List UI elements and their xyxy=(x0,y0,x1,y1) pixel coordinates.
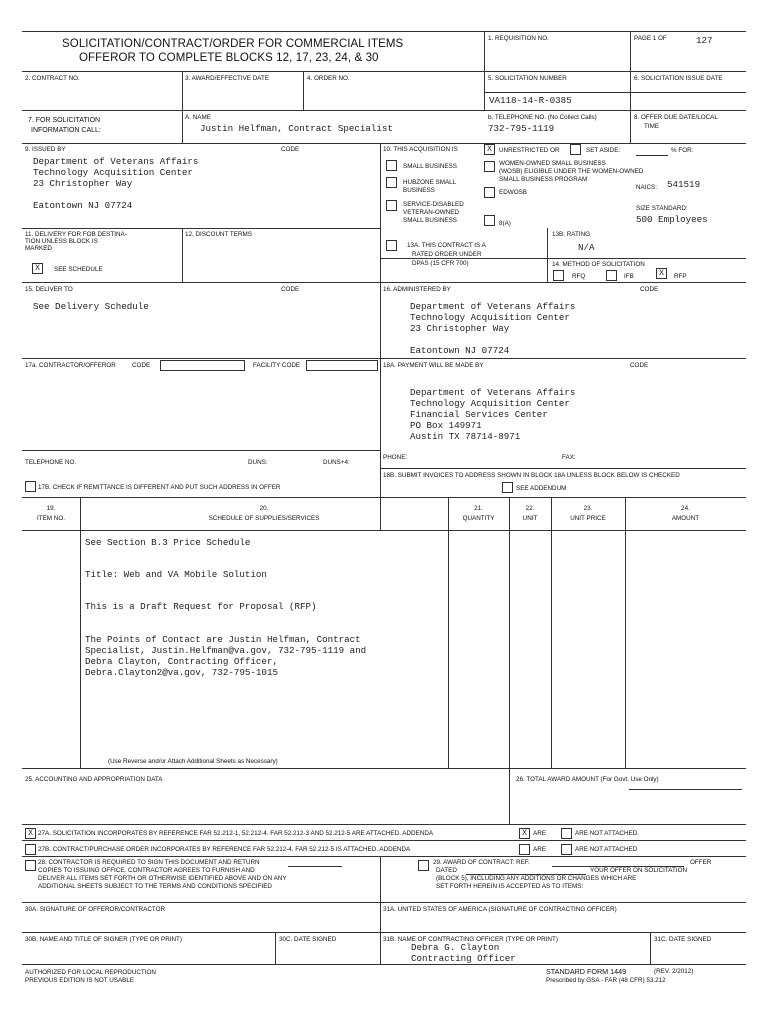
col-amount: AMOUNT xyxy=(671,515,700,522)
col-unit: 22. xyxy=(525,505,535,512)
col-quantity: 21. xyxy=(474,505,483,512)
offer-due-label-1: 8. OFFER DUE DATE/LOCAL xyxy=(634,114,718,121)
27a-are-not-label: ARE NOT ATTACHED. xyxy=(575,830,640,837)
total-award-label: 26. TOTAL AWARD AMOUNT (For Govt. Use Only) xyxy=(516,776,659,783)
page-label: PAGE 1 OF xyxy=(634,35,667,42)
accounting-label: 25. ACCOUNTING AND APPROPRIATION DATA xyxy=(25,776,163,783)
rfq-label: RFQ xyxy=(572,273,586,280)
29-dated-label: DATED xyxy=(436,867,457,874)
schedule-line: Specialist, Justin.Helfman@va.gov, 732-795-1119 and xyxy=(85,645,367,656)
small-business-checkbox[interactable] xyxy=(386,160,397,171)
co-date-signed-label: 31C. DATE SIGNED xyxy=(654,936,712,943)
27b-checkbox[interactable] xyxy=(25,844,36,855)
fob-label: 11. DELIVERY FOR FOB DESTINA- xyxy=(25,231,127,238)
rating-label: 13B. RATING xyxy=(552,231,591,238)
telephone-label: TELEPHONE NO. xyxy=(25,459,77,466)
co-name: Debra G. Clayton xyxy=(411,942,500,953)
29-offer-label: OFFER xyxy=(690,859,712,866)
29-checkbox[interactable] xyxy=(418,860,429,871)
co-signature-label: 31A. UNITED STATES OF AMERICA (SIGNATURE OF CONTRACTING OFFICER) xyxy=(383,906,617,913)
28-label: DELIVER ALL ITEMS SET FORTH OR OTHERWISE IDENTIFIED ABOVE AND ON ANY xyxy=(38,875,287,882)
rated-order-label: 13A. THIS CONTRACT IS A xyxy=(407,242,486,249)
payment-code-label: CODE xyxy=(630,362,649,369)
duns-label: DUNS: xyxy=(248,459,268,466)
footer-previous-edition: PREVIOUS EDITION IS NOT USABLE xyxy=(25,977,135,984)
phone-label-18: PHONE: xyxy=(383,454,408,461)
rating-value: N/A xyxy=(578,242,595,253)
sdvosb-label: SMALL BUSINESS xyxy=(403,217,458,224)
contact-name: Justin Helfman, Contract Specialist xyxy=(200,123,393,134)
page-total: 127 xyxy=(696,35,713,46)
col-item-no: 19. xyxy=(46,505,56,512)
see-schedule-label: SEE SCHEDULE xyxy=(54,266,103,273)
pct-for-label: % FOR: xyxy=(671,147,694,154)
issuer-line: 23 Christopher Way xyxy=(33,178,133,189)
name-label: A. NAME xyxy=(185,114,211,121)
hubzone-label: HUBZONE SMALL xyxy=(403,179,457,186)
admin-line: 23 Christopher Way xyxy=(410,323,510,334)
27b-are-checkbox[interactable] xyxy=(519,844,530,855)
solicitation-number: VA118-14-R-0385 xyxy=(489,95,572,106)
wosb-label: SMALL BUSINESS PROGRAM xyxy=(499,176,588,183)
29-label: SET FORTH HEREIN IS ACCEPTED AS TO ITEMS: xyxy=(436,883,584,890)
administered-by-label: 16. ADMINISTERED BY xyxy=(383,286,451,293)
small-business-label: SMALL BUSINESS xyxy=(403,163,458,170)
deliver-to-value: See Delivery Schedule xyxy=(33,301,149,312)
payment-by-label: 18A. PAYMENT WILL BE MADE BY xyxy=(383,362,484,369)
issued-by-label: 9. ISSUED BY xyxy=(25,146,66,153)
payment-line: Financial Services Center xyxy=(410,409,548,420)
see-addendum-label: SEE ADDENDUM xyxy=(516,485,567,492)
footer-form-rev: (REV. 2/2012) xyxy=(654,968,694,975)
rfp-label: RFP xyxy=(674,273,687,280)
27a-label: 27A. SOLICITATION INCORPORATES BY REFERENCE FAR 52.212-1, 52.212-4. FAR 52.212-3 AND 52.212-5 ARE ATTACHED. ADDENDA xyxy=(38,830,434,837)
payment-line: Department of Veterans Affairs xyxy=(410,387,576,398)
27b-label: 27B. CONTRACT/PURCHASE ORDER INCORPORATES BY REFERENCE FAR 52.212-4. FAR 52.212-5 IS ATTACHED. ADDENDA xyxy=(38,846,411,853)
schedule-line: The Points of Contact are Justin Helfman, Contract xyxy=(85,634,361,645)
discount-terms-label: 12. DISCOUNT TERMS xyxy=(185,231,252,238)
edwosb-checkbox[interactable] xyxy=(484,187,495,198)
col-amount: 24. xyxy=(681,505,690,512)
wosb-label: (WOSB) ELIGIBLE UNDER THE WOMEN-OWNED xyxy=(499,168,644,175)
footer-authorized: AUTHORIZED FOR LOCAL REPRODUCTION xyxy=(25,969,156,976)
col-quantity: QUANTITY xyxy=(462,515,495,522)
set-aside-pct-line xyxy=(636,155,668,156)
form-title-line-1: SOLICITATION/CONTRACT/ORDER FOR COMMERCIAL ITEMS xyxy=(62,38,404,50)
contract-no-label: 2. CONTRACT NO. xyxy=(25,75,80,82)
deliver-to-code-label: CODE xyxy=(281,286,300,293)
sdvosb-checkbox[interactable] xyxy=(386,200,397,211)
fob-label: MARKED xyxy=(25,245,52,252)
sdvosb-label: VETERAN-OWNED xyxy=(403,209,459,216)
col-unit-price: UNIT PRICE xyxy=(570,515,606,522)
rated-order-label: RATED ORDER UNDER xyxy=(412,251,482,258)
order-no-label: 4. ORDER NO. xyxy=(307,75,350,82)
28-label: 28. CONTRACTOR IS REQUIRED TO SIGN THIS DOCUMENT AND RETURN xyxy=(38,859,260,866)
28-label: ADDITIONAL SHEETS SUBJECT TO THE TERMS AND CONDITIONS SPECIFIED xyxy=(38,883,272,890)
size-standard-label: SIZE STANDARD: xyxy=(636,205,688,212)
rated-order-checkbox[interactable] xyxy=(386,240,397,251)
payment-line: Austin TX 78714-8971 xyxy=(410,431,521,442)
method-label: 14. METHOD OF SOLICITATION xyxy=(552,261,645,268)
info-call-label-2: INFORMATION CALL: xyxy=(31,127,101,134)
remittance-label: 17B. CHECK IF REMITTANCE IS DIFFERENT AND PUT SUCH ADDRESS IN OFFER xyxy=(38,484,281,491)
27a-are-label: ARE xyxy=(533,830,546,837)
footer-prescribed: Prescribed by GSA - FAR (48 CFR) 53.212 xyxy=(546,977,666,984)
contractor-code-field[interactable] xyxy=(160,360,245,371)
29-solicitation-label: YOUR OFFER ON SOLICITATION xyxy=(590,867,688,874)
hubzone-label: BUSINESS xyxy=(403,187,435,194)
fax-label: FAX: xyxy=(562,454,576,461)
duns4-label: DUNS+4: xyxy=(323,459,350,466)
rfq-checkbox[interactable] xyxy=(553,270,564,281)
wosb-label: WOMEN-OWNED SMALL BUSINESS xyxy=(499,160,606,167)
info-call-label-1: 7. FOR SOLICITATION xyxy=(28,117,101,124)
ifb-label: IFB xyxy=(624,273,634,280)
footer-form-name: STANDARD FORM 1449 xyxy=(546,967,627,976)
unrestricted-checkbox[interactable]: X xyxy=(484,144,495,155)
wosb-checkbox[interactable] xyxy=(484,161,495,172)
contractor-label: 17a. CONTRACTOR/OFFEROR xyxy=(25,362,116,369)
admin-city: Eatontown NJ 07724 xyxy=(410,345,510,356)
set-aside-checkbox[interactable] xyxy=(570,144,581,155)
schedule-line: Debra Clayton, Contracting Officer, xyxy=(85,656,278,667)
set-aside-label: SET ASIDE: xyxy=(586,147,621,154)
unrestricted-label: UNRESTRICTED OR xyxy=(499,147,560,154)
total-award-line xyxy=(629,789,742,790)
rated-order-label: DPAS (15 CFR 700) xyxy=(412,260,469,267)
schedule-line: This is a Draft Request for Proposal (RFP) xyxy=(85,601,317,612)
form-title-line-2: OFFEROR TO COMPLETE BLOCKS 12, 17, 23, 24, & 30 xyxy=(79,52,379,64)
28-checkbox[interactable] xyxy=(25,860,36,871)
co-title: Contracting Officer xyxy=(411,953,516,964)
facility-code-field[interactable] xyxy=(306,360,378,371)
8a-label: 8(A) xyxy=(499,220,511,227)
col-schedule: SCHEDULE OF SUPPLIES/SERVICES xyxy=(208,515,320,522)
contractor-code-label: CODE xyxy=(132,362,151,369)
solicitation-number-label: 5. SOLICITATION NUMBER xyxy=(488,75,567,82)
29-label: 29. AWARD OF CONTRACT: REF. xyxy=(433,859,530,866)
issued-by-code-label: CODE xyxy=(281,146,300,153)
deliver-to-label: 15. DELIVER TO xyxy=(25,286,73,293)
date-signed-label: 30C. DATE SIGNED xyxy=(279,936,337,943)
hubzone-checkbox[interactable] xyxy=(386,177,397,188)
29-label: (BLOCK 5), INCLUDING ANY ADDITIONS OR CHANGES WHICH ARE xyxy=(436,875,637,882)
acquisition-label: 10. THIS ACQUISITION IS xyxy=(383,146,458,153)
27a-are-checkbox[interactable]: X xyxy=(519,828,530,839)
28-label: COPIES TO ISSUING OFFICE. CONTRACTOR AGREES TO FURNISH AND xyxy=(38,867,255,874)
edwosb-label: EDWOSB xyxy=(499,189,527,196)
phone-label: b. TELEPHONE NO. (No Collect Calls) xyxy=(488,114,597,121)
award-date-label: 3. AWARD/EFFECTIVE DATE xyxy=(185,75,270,82)
issuer-line: Department of Veterans Affairs xyxy=(33,156,199,167)
27a-are-not-checkbox[interactable] xyxy=(561,828,572,839)
col-unit-price: 23. xyxy=(583,505,593,512)
col-schedule: 20. xyxy=(259,505,269,512)
payment-line: PO Box 149971 xyxy=(410,420,482,431)
ifb-checkbox[interactable] xyxy=(606,270,617,281)
issuer-line: Technology Acquisition Center xyxy=(33,167,193,178)
co-name-label: 31B. NAME OF CONTRACTING OFFICER (TYPE OR PRINT) xyxy=(383,936,558,943)
issuer-city: Eatontown NJ 07724 xyxy=(33,200,133,211)
see-schedule-checkbox[interactable]: X xyxy=(32,263,43,274)
schedule-footnote: (Use Reverse and/or Attach Additional Sheets as Necessary) xyxy=(108,758,278,765)
27a-checkbox[interactable]: X xyxy=(25,828,36,839)
offeror-signature-label: 30A. SIGNATURE OF OFFEROR/CONTRACTOR xyxy=(25,906,166,913)
naics-value: 541519 xyxy=(667,179,701,190)
offer-due-label-2: TIME xyxy=(644,123,660,130)
28-copies-line xyxy=(288,866,342,867)
see-addendum-checkbox[interactable] xyxy=(502,482,513,493)
payment-line: Technology Acquisition Center xyxy=(410,398,570,409)
fob-label: TION UNLESS BLOCK IS xyxy=(25,238,98,245)
schedule-line: Title: Web and VA Mobile Solution xyxy=(85,569,267,580)
8a-checkbox[interactable] xyxy=(484,215,495,226)
invoice-label: 18B. SUBMIT INVOICES TO ADDRESS SHOWN IN BLOCK 18A UNLESS BLOCK BELOW IS CHECKED xyxy=(383,472,680,479)
remittance-checkbox[interactable] xyxy=(25,481,36,492)
requisition-no-label: 1. REQUISITION NO. xyxy=(488,35,549,42)
signer-name-label: 30B. NAME AND TITLE OF SIGNER (TYPE OR PRINT) xyxy=(25,936,182,943)
schedule-line: See Section B.3 Price Schedule xyxy=(85,537,251,548)
issue-date-label: 6. SOLICITATION ISSUE DATE xyxy=(634,75,723,82)
schedule-line: Debra.Clayton2@va.gov, 732-795-1015 xyxy=(85,667,278,678)
rfp-checkbox[interactable]: X xyxy=(656,268,667,279)
27b-are-label: ARE xyxy=(533,846,546,853)
administered-code-label: CODE xyxy=(640,286,659,293)
27b-are-not-label: ARE NOT ATTACHED xyxy=(575,846,638,853)
col-unit: UNIT xyxy=(522,515,538,522)
col-item-no: ITEM NO. xyxy=(37,515,65,522)
sdvosb-label: SERVICE-DISABLED xyxy=(403,201,464,208)
27b-are-not-checkbox[interactable] xyxy=(561,844,572,855)
admin-line: Technology Acquisition Center xyxy=(410,312,570,323)
size-standard-value: 500 Employees xyxy=(636,214,708,225)
facility-code-label: FACILITY CODE xyxy=(253,362,301,369)
contact-phone: 732-795-1119 xyxy=(488,123,555,134)
naics-label: NAICS: xyxy=(636,184,657,191)
admin-line: Department of Veterans Affairs xyxy=(410,301,576,312)
